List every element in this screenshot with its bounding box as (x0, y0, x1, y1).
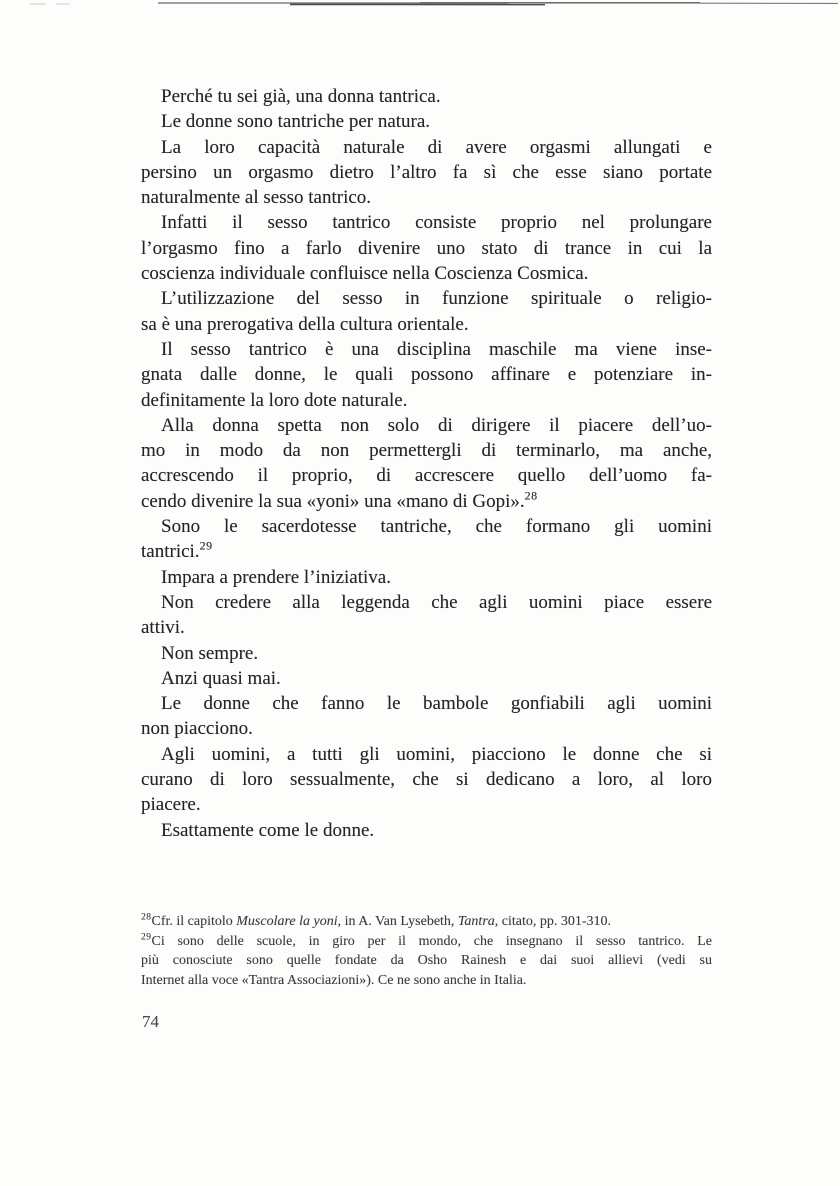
footnote-section (141, 912, 712, 991)
footnote-line: più conosciute sono quelle fondate da Osho Rainesh e dai suoi allievi (vedi su (141, 953, 712, 969)
text-line: Anzi quasi mai. (161, 667, 281, 689)
footnote-text-italic: Tantra (457, 914, 495, 929)
footnote-marker: 28 (141, 912, 152, 923)
footnote-ref-29: 29 (199, 539, 213, 554)
text-line: curano di loro sessualmente, che si dedicano a loro, al loro (141, 769, 712, 791)
text-line: non piacciono. (141, 718, 253, 740)
body-text (141, 84, 712, 843)
footnote-text: , citato, pp. 301-310. (494, 914, 612, 929)
page-number: 74 (142, 1012, 159, 1031)
text-line: coscienza individuale confluisce nella Coscienza Cosmica. (141, 263, 589, 285)
text-line: attivi. (141, 617, 185, 639)
text-line: Impara a prendere l’iniziativa. (161, 566, 391, 588)
text-line: Infatti il sesso tantrico consiste proprio nel prolungare (161, 212, 712, 234)
text-line (141, 489, 712, 514)
text-line: Sono le sacerdotesse tantriche, che formano gli uomini (161, 516, 712, 538)
text-line: sa è una prerogativa della cultura orientale. (141, 313, 469, 335)
text-line: l’orgasmo fino a farlo divenire uno stato di trance in cui la (141, 237, 712, 259)
text-line: L’utilizzazione del sesso in funzione spirituale o religio- (161, 288, 712, 310)
text-line: Alla donna spetta non solo di dirigere il piacere dell’uo- (161, 414, 712, 436)
footnote-text-italic: Muscolare la yoni (236, 914, 338, 929)
text-line (141, 539, 712, 564)
footnote-text: Ci sono delle scuole, in giro per il mondo, che insegnano il sesso tantrico. Le (151, 933, 712, 949)
text-line: Agli uomini, a tutti gli uomini, piacciono le donne che si (161, 743, 712, 765)
text-line: Non credere alla leggenda che agli uomini piace essere (161, 591, 712, 613)
text-line: naturalmente al sesso tantrico. (141, 187, 372, 209)
text-line: Non sempre. (161, 642, 259, 664)
text-line: persino un orgasmo dietro l’altro fa sì che esse siano portate (141, 161, 712, 183)
footnote-28 (141, 912, 712, 932)
footnote-text: , in A. Van Lysebeth, (337, 914, 458, 929)
text-line: Esattamente come le donne. (161, 819, 375, 841)
text-line-fragment: cendo divenire la sua «yoni» una «mano di Gopi». (141, 490, 525, 512)
footnote-text: Cfr. il capitolo (151, 914, 237, 929)
text-line: gnata dalle donne, le quali possono affinare e potenziare in- (141, 364, 712, 386)
text-line: piacere. (141, 794, 201, 816)
text-line: definitamente la loro dote naturale. (141, 389, 408, 411)
text-line: Il sesso tantrico è una disciplina maschile ma viene inse- (161, 338, 712, 360)
footnote-line (141, 932, 712, 952)
text-line-fragment: tantrici. (141, 541, 200, 563)
text-line: mo in modo da non permettergli di terminarlo, ma anche, (141, 440, 712, 462)
footnote-line: Internet alla voce «Tantra Associazioni»). Ce ne sono anche in Italia. (141, 973, 527, 989)
text-line: La loro capacità naturale di avere orgasmi allungati e (161, 136, 712, 158)
text-line: Le donne sono tantriche per natura. (161, 111, 431, 133)
footnote-marker: 29 (141, 932, 152, 943)
footnote-ref-28: 28 (524, 488, 538, 503)
text-line: accrescendo il proprio, di accrescere quello dell’uomo fa- (141, 465, 712, 487)
text-line: Le donne che fanno le bambole gonfiabili agli uomini (161, 693, 712, 715)
text-line: Perché tu sei già, una donna tantrica. (161, 86, 441, 107)
scan-artifact-line (0, 0, 840, 10)
footnote-29 (141, 932, 712, 991)
